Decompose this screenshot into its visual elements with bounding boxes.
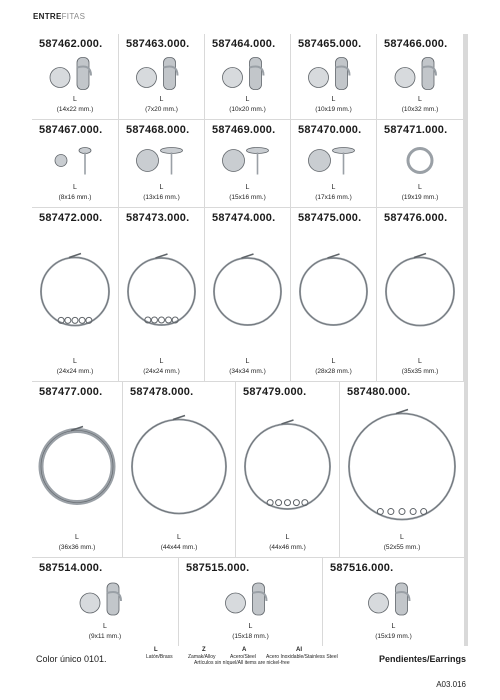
brand-bold: ENTRE <box>33 12 62 21</box>
earring-finding-image <box>37 402 117 531</box>
material-code: L <box>391 623 396 630</box>
product-code: 587514.000. <box>39 562 103 574</box>
product-size: (8x16 mm.) <box>58 194 92 201</box>
earring-finding-image <box>37 228 113 355</box>
product-size: (52x55 mm.) <box>383 544 421 551</box>
product-cell <box>205 120 290 207</box>
earring-finding-image <box>382 228 458 355</box>
legend-key-stainless: AI <box>296 647 302 653</box>
earring-finding-image <box>124 140 199 181</box>
earring-finding-image <box>296 140 371 181</box>
product-cell <box>32 120 118 207</box>
material-code: L <box>245 96 250 103</box>
material-code: L <box>73 96 77 103</box>
material-code: L <box>75 534 79 541</box>
earring-finding-image <box>210 140 285 181</box>
product-cell <box>119 208 204 381</box>
legend-key-alloy: Z <box>202 647 206 653</box>
material-code: L <box>245 184 250 191</box>
earring-finding-image <box>210 54 285 93</box>
earring-finding-image <box>124 228 199 355</box>
product-size: (13x16 mm.) <box>143 194 180 201</box>
product-cell <box>236 382 339 557</box>
product-size: (10x19 mm.) <box>315 106 352 113</box>
legend-label-stainless: Acero Inoxidable/Stainless Steel <box>266 654 338 660</box>
earring-finding-image <box>210 228 285 355</box>
material-code: L <box>159 184 164 191</box>
material-code: L <box>418 358 422 365</box>
product-size: (14x22 mm.) <box>56 106 94 113</box>
earring-finding-image <box>37 54 113 93</box>
earring-finding-image <box>296 54 371 93</box>
product-size: (44x44 mm.) <box>160 544 198 551</box>
category-label: Pendientes/Earrings <box>378 654 466 664</box>
product-cell <box>123 382 235 557</box>
product-code: 587515.000. <box>186 562 250 574</box>
product-cell <box>32 34 118 119</box>
color-note: Color único 0101. <box>36 654 107 664</box>
product-size: (15x16 mm.) <box>229 194 266 201</box>
product-code: 587465.000. <box>298 38 362 50</box>
legend-label-steel: Acero/Steel <box>230 654 256 660</box>
product-cell <box>323 558 464 646</box>
product-size: (24x24 mm.) <box>143 368 180 375</box>
product-code: 587468.000. <box>126 124 190 136</box>
page-number: A03.016 <box>436 680 466 689</box>
product-code: 587470.000. <box>298 124 362 136</box>
material-code: L <box>177 534 181 541</box>
product-cell <box>32 382 122 557</box>
earring-finding-image <box>184 578 317 620</box>
product-size: (15x18 mm.) <box>232 633 269 640</box>
material-code: L <box>73 184 77 191</box>
product-cell <box>179 558 322 646</box>
product-code: 587477.000. <box>39 386 103 398</box>
product-size: (44x46 mm.) <box>269 544 306 551</box>
product-cell <box>32 558 178 646</box>
product-size: (34x34 mm.) <box>229 368 266 375</box>
product-size: (24x24 mm.) <box>56 368 94 375</box>
material-code: L <box>418 96 422 103</box>
material-code: L <box>331 184 336 191</box>
legend-key-brass: L <box>154 647 158 653</box>
earring-finding-image <box>328 578 459 620</box>
product-code: 587516.000. <box>330 562 394 574</box>
material-code: L <box>73 358 77 365</box>
product-cell <box>119 34 204 119</box>
earring-finding-image <box>382 54 458 93</box>
earring-finding-image <box>345 402 459 531</box>
product-size: (10x20 mm.) <box>229 106 266 113</box>
product-cell <box>291 34 376 119</box>
material-code: L <box>285 534 290 541</box>
earring-finding-image <box>296 228 371 355</box>
product-code: 587469.000. <box>212 124 276 136</box>
product-code: 587480.000. <box>347 386 411 398</box>
material-code: L <box>418 184 422 191</box>
product-code: 587473.000. <box>126 212 190 224</box>
brand-light: FITAS <box>61 12 86 21</box>
material-code: L <box>159 358 164 365</box>
product-cell <box>340 382 464 557</box>
material-code: L <box>331 96 336 103</box>
product-code: 587479.000. <box>243 386 307 398</box>
product-code: 587462.000. <box>39 38 103 50</box>
legend-label-alloy: Zamak/Alloy <box>188 654 216 660</box>
product-size: (36x36 mm.) <box>58 544 96 551</box>
product-code: 587474.000. <box>212 212 276 224</box>
material-legend <box>146 646 356 666</box>
product-code: 587464.000. <box>212 38 276 50</box>
product-size: (19x19 mm.) <box>401 194 439 201</box>
material-code: L <box>331 358 336 365</box>
earring-finding-image <box>37 578 173 620</box>
product-size: (17x16 mm.) <box>315 194 352 201</box>
product-code: 587466.000. <box>384 38 448 50</box>
product-code: 587467.000. <box>39 124 103 136</box>
material-code: L <box>159 96 164 103</box>
product-cell <box>377 120 463 207</box>
earring-finding-image <box>241 402 334 531</box>
catalog-grid <box>32 34 468 646</box>
product-size: (7x20 mm.) <box>145 106 178 113</box>
legend-label-brass: Latón/Brass <box>146 654 173 660</box>
product-code: 587463.000. <box>126 38 190 50</box>
product-code: 587472.000. <box>39 212 103 224</box>
product-cell <box>205 34 290 119</box>
product-cell <box>32 208 118 381</box>
product-cell <box>291 208 376 381</box>
product-code: 587475.000. <box>298 212 362 224</box>
legend-key-steel: A <box>242 647 247 653</box>
product-cell <box>377 208 463 381</box>
earring-finding-image <box>382 140 458 181</box>
product-cell <box>377 34 463 119</box>
product-cell <box>291 120 376 207</box>
material-code: L <box>103 623 107 630</box>
product-size: (28x28 mm.) <box>315 368 352 375</box>
brand-logo <box>33 12 85 21</box>
product-size: (9x11 mm.) <box>88 633 122 640</box>
product-size: (35x35 mm.) <box>401 368 439 375</box>
material-code: L <box>400 534 404 541</box>
material-code: L <box>248 623 253 630</box>
material-code: L <box>245 358 250 365</box>
product-cell <box>205 208 290 381</box>
product-code: 587476.000. <box>384 212 448 224</box>
product-cell <box>119 120 204 207</box>
earring-finding-image <box>128 402 230 531</box>
earring-finding-image <box>124 54 199 93</box>
product-code: 587478.000. <box>130 386 194 398</box>
product-code: 587471.000. <box>384 124 448 136</box>
product-size: (15x19 mm.) <box>375 633 412 640</box>
product-size: (10x32 mm.) <box>401 106 439 113</box>
earring-finding-image <box>37 140 113 181</box>
legend-note: Artículos sin níquel/All items are nickel-free <box>194 660 290 666</box>
